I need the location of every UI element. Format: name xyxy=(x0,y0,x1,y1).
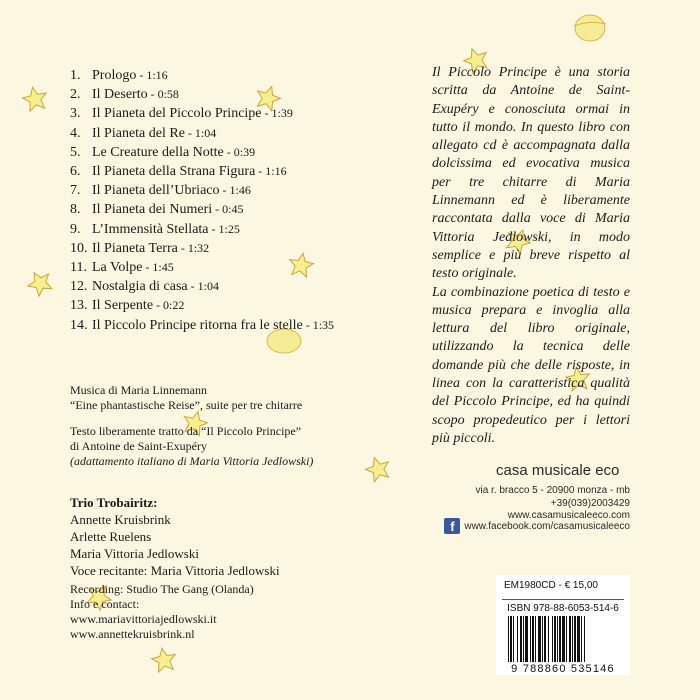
track-duration: 1:04 xyxy=(197,279,219,294)
track-item xyxy=(70,104,334,123)
track-title: L’Immensità Stellata xyxy=(92,221,209,237)
track-separator: - xyxy=(184,125,195,140)
track-number: 8. xyxy=(70,202,81,218)
track-number: 3. xyxy=(70,106,81,122)
track-title: Il Deserto xyxy=(92,87,148,103)
recording-info xyxy=(70,582,254,642)
track-item xyxy=(70,239,334,258)
track-number: 13. xyxy=(70,298,88,314)
ean-number: 9 788860 535146 xyxy=(511,663,615,675)
recording-studio: Recording: Studio The Gang (Olanda) xyxy=(70,582,254,596)
track-title: Il Serpente xyxy=(92,298,154,314)
track-title: Nostalgia di casa xyxy=(92,279,188,295)
track-number: 9. xyxy=(70,221,81,237)
track-title: Il Pianeta dei Numeri xyxy=(92,202,213,218)
track-title: Il Pianeta Terra xyxy=(92,240,178,256)
track-duration: 0:22 xyxy=(163,298,185,313)
track-title: Le Creature della Notte xyxy=(92,144,224,160)
track-number: 14. xyxy=(70,317,88,333)
track-duration: 1:46 xyxy=(229,183,251,198)
track-duration: 1:16 xyxy=(265,164,287,179)
website-link[interactable]: www.mariavittoriajedlowski.it xyxy=(70,612,217,626)
website-link[interactable]: www.annettekruisbrink.nl xyxy=(70,627,195,641)
track-item xyxy=(70,66,334,85)
narrator: Voce recitante: Maria Vittoria Jedlowski xyxy=(70,563,280,578)
track-number: 4. xyxy=(70,125,81,141)
description-paragraph: La combinazione poetica di testo e musica prepara e invoglia alla lettura del libro originale, utilizzando la tecnica delle domande più che delle risposte, in linea con la caratteristica qualità del Piccolo Principe, ed ha quindi scopo propedeutico per i lettori più piccoli. xyxy=(432,284,630,446)
barcode-bar xyxy=(574,616,576,662)
barcode-bar xyxy=(508,616,509,662)
track-duration: 1:32 xyxy=(187,240,210,255)
track-duration: 1:25 xyxy=(218,221,240,236)
track-item xyxy=(70,258,334,277)
barcode xyxy=(502,599,624,675)
facebook-row[interactable] xyxy=(444,518,630,534)
facebook-icon: f xyxy=(444,518,460,534)
track-title: Il Pianeta del Re xyxy=(92,125,185,141)
isbn: ISBN 978-88-6053-514-6 xyxy=(507,603,619,614)
barcode-bar xyxy=(510,616,512,662)
barcode-bar xyxy=(562,616,565,662)
barcode-sticker xyxy=(496,575,630,675)
phone: +39(039)2003429 xyxy=(550,497,630,509)
barcode-bar xyxy=(525,616,528,662)
barcode-bars-icon xyxy=(508,616,618,662)
track-item xyxy=(70,143,334,162)
barcode-bar xyxy=(584,616,585,662)
barcode-bar xyxy=(542,616,543,662)
track-number: 5. xyxy=(70,144,81,160)
barcode-bar xyxy=(557,616,558,662)
track-number: 10. xyxy=(70,240,88,256)
track-item xyxy=(70,277,334,296)
track-separator: - xyxy=(255,164,266,179)
barcode-bar xyxy=(544,616,546,662)
track-item xyxy=(70,85,334,104)
star-icon xyxy=(149,645,179,675)
track-item xyxy=(70,220,334,239)
track-item xyxy=(70,181,334,200)
barcode-bar xyxy=(554,616,556,662)
publisher-address xyxy=(475,485,630,523)
track-number: 1. xyxy=(70,68,81,83)
price-label: EM1980CD - € 15,00 xyxy=(504,580,598,591)
barcode-bar xyxy=(538,616,541,662)
track-duration: 1:16 xyxy=(146,68,168,82)
trio-member: Annette Kruisbrink xyxy=(70,512,171,527)
credit-author: di Antoine de Saint-Exupéry xyxy=(70,439,207,453)
barcode-bar xyxy=(581,616,582,662)
star-icon xyxy=(25,268,55,298)
track-duration: 1:45 xyxy=(152,260,174,275)
track-duration: 1:39 xyxy=(271,106,293,121)
barcode-bar xyxy=(523,616,524,662)
barcode-bar xyxy=(566,616,567,662)
publisher-name: casa musicale eco xyxy=(496,462,620,479)
track-duration: 0:39 xyxy=(233,144,256,159)
track-number: 7. xyxy=(70,183,81,199)
track-duration: 0:45 xyxy=(222,202,244,217)
barcode-bar xyxy=(535,616,536,662)
credit-music: Musica di Maria Linnemann xyxy=(70,383,207,397)
track-title: La Volpe xyxy=(92,260,143,276)
barcode-bar xyxy=(552,616,553,662)
track-title: Il Piccolo Principe ritorna fra le stelle xyxy=(92,317,303,333)
track-separator: - xyxy=(212,202,223,217)
credit-text: Testo liberamente tratto da “Il Piccolo Principe” xyxy=(70,424,302,438)
barcode-bar xyxy=(572,616,573,662)
track-separator: - xyxy=(219,183,230,198)
performers xyxy=(70,494,280,579)
barcode-bar xyxy=(559,616,561,662)
trio-member: Maria Vittoria Jedlowski xyxy=(70,546,199,561)
track-item xyxy=(70,162,334,181)
description-paragraph: Il Piccolo Principe è una storia scritta da Antoine de Saint-Exupéry e conosciuta ormai in tutto il mondo. In questo libro con allegato cd è accompagnata dalla dolcissima ed evocativa musica per tre chitarre di Maria Linnemann ed è liberamente raccontata dalla voce di Maria Vittoria Jedlowski, in modo semplice e più breve rispetto al testo originale. xyxy=(432,65,630,282)
facebook-link[interactable]: www.facebook.com/casamusicaleeco xyxy=(464,520,630,532)
barcode-bar xyxy=(520,616,522,662)
track-title: Il Pianeta della Strana Figura xyxy=(92,164,256,180)
track-separator: - xyxy=(142,260,153,275)
track-duration: 1:35 xyxy=(312,317,335,332)
barcode-bar xyxy=(548,616,549,662)
track-title: Il Pianeta del Piccolo Principe xyxy=(92,106,262,122)
track-duration: 0:58 xyxy=(157,87,179,102)
barcode-bar xyxy=(517,616,518,662)
track-separator: - xyxy=(261,106,272,121)
track-number: 11. xyxy=(70,260,87,276)
track-item xyxy=(70,296,334,315)
track-separator: - xyxy=(147,87,158,102)
track-list xyxy=(70,66,334,335)
contact-label: Info e contact: xyxy=(70,597,140,611)
barcode-bar xyxy=(532,616,534,662)
track-number: 6. xyxy=(70,164,81,180)
address: via r. bracco 5 - 20900 monza - mb xyxy=(475,485,630,496)
track-separator: - xyxy=(177,240,188,255)
track-item xyxy=(70,124,334,143)
planet-icon xyxy=(570,12,610,44)
barcode-bar xyxy=(530,616,531,662)
barcode-bar xyxy=(513,616,514,662)
track-separator: - xyxy=(136,68,147,82)
track-separator: - xyxy=(153,298,164,313)
track-duration: 1:04 xyxy=(194,125,217,140)
track-separator: - xyxy=(208,221,219,236)
trio-title: Trio Trobairitz: xyxy=(70,495,158,510)
track-separator: - xyxy=(302,317,313,332)
track-item xyxy=(70,316,334,335)
track-separator: - xyxy=(187,279,198,294)
description xyxy=(432,64,630,448)
publisher-website[interactable]: www.casamusicaleeco.com xyxy=(507,510,630,521)
track-number: 12. xyxy=(70,279,88,295)
credit-adaptation: (adattamento italiano di Maria Vittoria Jedlowski) xyxy=(70,454,314,468)
credits xyxy=(70,383,313,469)
credit-music-suite: “Eine phantastische Reise”, suite per tre chitarre xyxy=(70,398,303,412)
trio-member: Arlette Ruelens xyxy=(70,529,152,544)
star-icon xyxy=(20,84,50,114)
barcode-bar xyxy=(577,616,580,662)
barcode-bar xyxy=(569,616,571,662)
track-separator: - xyxy=(223,144,234,159)
track-number: 2. xyxy=(70,87,81,103)
track-item xyxy=(70,200,334,219)
star-icon xyxy=(363,454,393,484)
track-title: Prologo xyxy=(92,68,137,83)
track-title: Il Pianeta dell’Ubriaco xyxy=(92,183,220,199)
